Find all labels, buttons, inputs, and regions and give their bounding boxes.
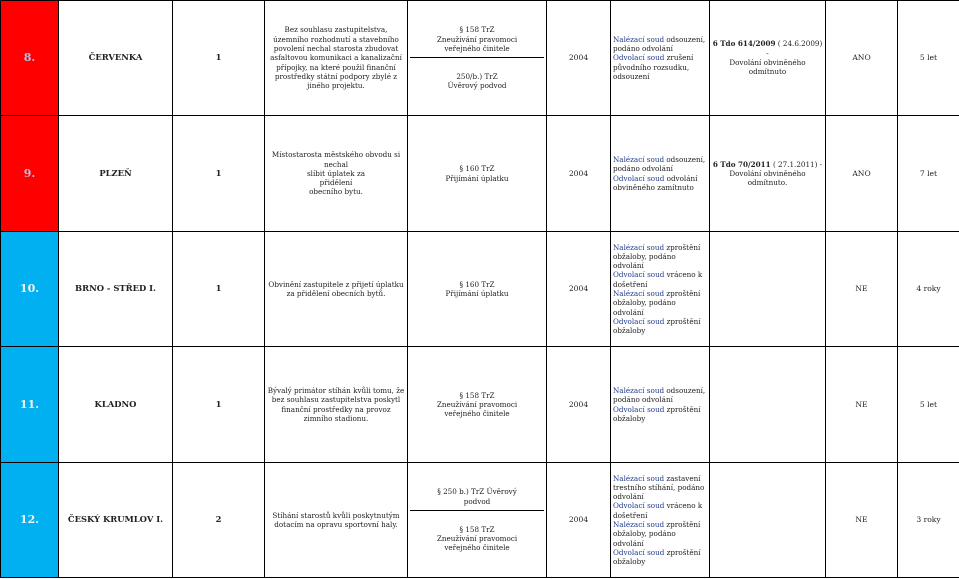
law-line: § 160 TrZ bbox=[459, 279, 495, 289]
decision-date: ( 24.6.2009) - bbox=[766, 39, 823, 58]
court-line: Nalézací soud odsouzení, bbox=[613, 34, 706, 44]
court-line: Odvolací soud zrušení bbox=[613, 53, 694, 63]
court-line: Odvolací soud vráceno k bbox=[613, 270, 703, 280]
law-line: veřejného činitele bbox=[444, 543, 510, 553]
defendant-count: 2 bbox=[173, 463, 265, 578]
row-number: 10. bbox=[1, 232, 59, 347]
year: 2004 bbox=[547, 463, 611, 578]
duration: 7 let bbox=[898, 116, 959, 232]
duration: 5 let bbox=[898, 347, 959, 463]
court-line: Nalézací soud zproštění bbox=[613, 242, 701, 252]
case-description: Bez souhlasu zastupitelstva, územního rozhodnutí a stavebního povolení nechal starosta zbudovat asfaltovou komunikaci a kanalizační přípojky, na které použil finanční prostředky státní podpory zbylé z jiného projektu. bbox=[265, 1, 408, 116]
supreme-court bbox=[710, 1, 826, 116]
divider bbox=[410, 510, 544, 511]
defendant-count: 1 bbox=[173, 1, 265, 116]
law-line: § 250 b.) TrZ Úvěrový bbox=[437, 487, 517, 497]
court-history bbox=[611, 232, 710, 347]
court-line: Odvolací soud zproštění bbox=[613, 316, 701, 326]
law-line: Přijímání úplatku bbox=[445, 173, 509, 183]
law-line: Zneužívání pravomoci bbox=[436, 534, 518, 544]
defendant-count: 1 bbox=[173, 347, 265, 463]
law-line: § 158 TrZ bbox=[459, 524, 495, 534]
table-row bbox=[1, 116, 959, 232]
law-line: veřejného činitele bbox=[444, 43, 510, 53]
court-line: obžaloby, podáno odvolání bbox=[613, 529, 676, 548]
law-cell bbox=[408, 1, 547, 116]
court-line: obžaloby, podáno odvolání bbox=[613, 251, 676, 271]
law-line: § 158 TrZ bbox=[459, 25, 495, 35]
row-number: 9. bbox=[1, 116, 59, 232]
case-description: Obvinění zastupitele z přijetí úplatku za přidělení obecních bytů. bbox=[265, 232, 408, 347]
court-line: Odvolací soud vráceno k bbox=[613, 501, 703, 511]
law-line: Úvěrový podvod bbox=[447, 81, 507, 91]
court-line: trestního stíhání, podáno bbox=[613, 482, 705, 492]
city-name: ČERVENKA bbox=[59, 1, 173, 116]
court-line: obžaloby, podáno odvolání bbox=[613, 298, 676, 317]
law-line: Zneužívání pravomoci bbox=[436, 399, 518, 409]
city-name: BRNO - STŘED I. bbox=[59, 232, 173, 347]
court-line: Nalézací soud zproštění bbox=[613, 289, 701, 298]
supreme-court bbox=[710, 347, 826, 463]
duration: 3 roky bbox=[898, 463, 959, 578]
law-line: § 160 TrZ bbox=[459, 164, 495, 174]
supreme-court bbox=[710, 463, 826, 578]
year: 2004 bbox=[547, 116, 611, 232]
court-history bbox=[611, 116, 710, 232]
defendant-count: 1 bbox=[173, 116, 265, 232]
duration: 5 let bbox=[898, 1, 959, 116]
case-description: Místostarosta městského obvodu si nechal slíbit úplatek za přidělení obecního bytu. bbox=[265, 116, 408, 232]
case-reference: 6 Tdo 614/2009 bbox=[712, 39, 776, 49]
decision-text: Dovolání obviněného odmítnuto. bbox=[729, 168, 806, 188]
law-line: 250/b.) TrZ bbox=[456, 72, 498, 82]
law-line: podvod bbox=[463, 496, 491, 506]
court-history bbox=[611, 463, 710, 578]
decision-date: ( 27.1.2011) - bbox=[770, 159, 823, 169]
city-name: KLADNO bbox=[59, 347, 173, 463]
law-line: veřejného činitele bbox=[444, 409, 510, 419]
court-line: Odvolací soud zproštění bbox=[613, 404, 701, 414]
supreme-court bbox=[710, 116, 826, 232]
case-description: Bývalý primátor stíhán kvůli tomu, že bez souhlasu zastupitelstva poskytl finanční prostředky na provoz zimního stadionu. bbox=[265, 347, 408, 463]
flag: NE bbox=[826, 347, 898, 463]
defendant-count: 1 bbox=[173, 232, 265, 347]
case-reference: 6 Tdo 70/2011 bbox=[712, 159, 771, 169]
year: 2004 bbox=[547, 347, 611, 463]
flag: ANO bbox=[826, 116, 898, 232]
court-line: Nalézací soud odsouzení, bbox=[613, 154, 706, 164]
city-name: ČESKÝ KRUMLOV I. bbox=[59, 463, 173, 578]
year: 2004 bbox=[547, 232, 611, 347]
flag: NE bbox=[826, 232, 898, 347]
court-line: podáno odvolání bbox=[613, 164, 673, 174]
court-line: Nalézací soud odsouzení, bbox=[613, 385, 706, 395]
court-line: došetření bbox=[613, 510, 648, 520]
court-line: Odvolací soud zproštění bbox=[613, 547, 701, 557]
flag: ANO bbox=[826, 1, 898, 116]
court-line: odvolání bbox=[613, 492, 644, 502]
law-line: Přijímání úplatku bbox=[445, 289, 509, 298]
table-row bbox=[1, 232, 959, 347]
court-line: obžaloby bbox=[613, 413, 646, 423]
court-line: původního rozsudku, bbox=[613, 62, 690, 72]
law-cell bbox=[408, 463, 547, 578]
court-line: obžaloby bbox=[613, 326, 646, 336]
court-line: došetření bbox=[613, 279, 648, 289]
case-description: Stíhání starostů kvůli poskytnutým dotacím na opravu sportovní haly. bbox=[265, 463, 408, 578]
court-line: obviněného zamítnuto bbox=[613, 182, 694, 192]
court-line: obžaloby bbox=[613, 557, 646, 567]
city-name: PLZEŇ bbox=[59, 116, 173, 232]
court-history bbox=[611, 1, 710, 116]
law-cell bbox=[408, 347, 547, 463]
decision-text: Dovolání obviněného odmítnuto bbox=[729, 58, 806, 77]
row-number: 8. bbox=[1, 1, 59, 116]
row-number: 11. bbox=[1, 347, 59, 463]
duration: 4 roky bbox=[898, 232, 959, 347]
law-line: § 158 TrZ bbox=[459, 390, 495, 400]
supreme-court bbox=[710, 232, 826, 347]
court-line: podáno odvolání bbox=[613, 44, 673, 54]
divider bbox=[410, 57, 544, 58]
law-cell bbox=[408, 116, 547, 232]
row-number: 12. bbox=[1, 463, 59, 578]
court-line: Nalézací soud zastavení bbox=[613, 473, 701, 483]
court-history bbox=[611, 347, 710, 463]
court-line: Nalézací soud zproštění bbox=[613, 520, 701, 529]
table-row bbox=[1, 347, 959, 463]
court-line: odsouzení bbox=[613, 71, 650, 81]
law-cell bbox=[408, 232, 547, 347]
table-row bbox=[1, 463, 959, 578]
law-line: Zneužívání pravomoci bbox=[436, 34, 518, 44]
table-row bbox=[1, 1, 959, 116]
year: 2004 bbox=[547, 1, 611, 116]
flag: NE bbox=[826, 463, 898, 578]
court-line: Odvolací soud odvolání bbox=[613, 173, 698, 183]
court-line: podáno odvolání bbox=[613, 395, 673, 405]
